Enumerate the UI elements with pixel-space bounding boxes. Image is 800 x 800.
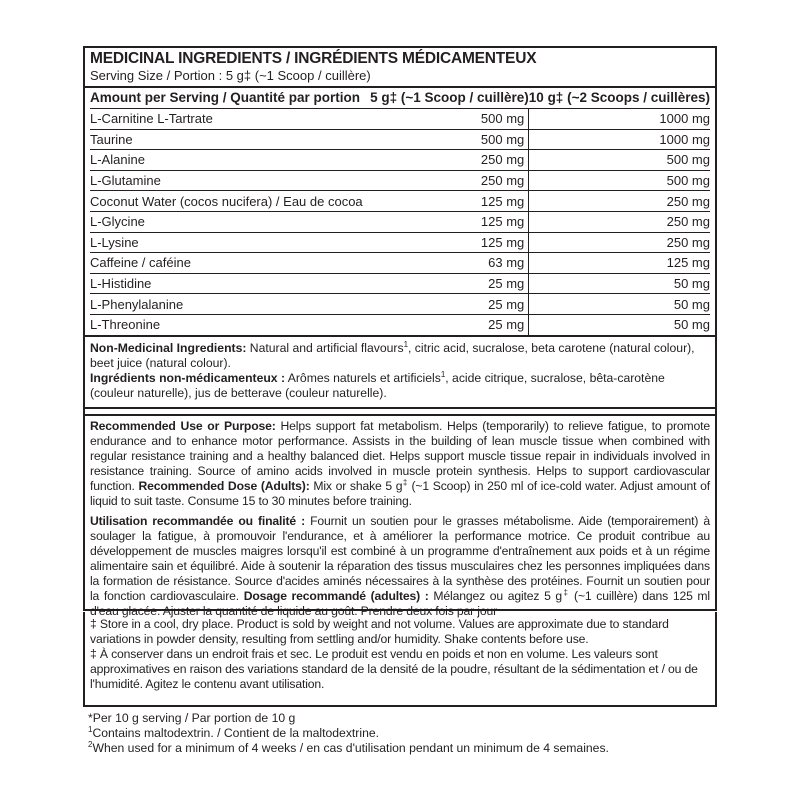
amount-5g: 125 mg [370,191,529,212]
non-medicinal-ingredients [85,335,715,401]
amount-10g: 250 mg [529,191,710,212]
amount-5g: 250 mg [370,150,529,171]
ingredient-name: L-Phenylalanine [90,294,370,315]
footnote-ref-1-fr: 1 [440,369,446,379]
amount-5g: 500 mg [370,109,529,130]
footnote-marker-1: 1 [88,724,93,734]
amount-10g: 50 mg [529,294,710,315]
non-medicinal-text-en-a: Natural and artificial flavours [246,340,404,355]
amount-10g: 1000 mg [529,129,710,150]
medicinal-ingredients-section [85,48,715,409]
amount-10g: 125 mg [529,253,710,274]
footnote-duration [88,741,713,756]
ingredient-name: L-Alanine [90,150,370,171]
footnote-ref-1: 1 [403,339,409,349]
dose-text-en-a: Mix or shake 5 g [309,479,403,493]
footnote-serving: *Per 10 g serving / Par portion de 10 g [88,711,296,725]
ingredients-table [90,88,710,335]
dose-sup-fr: ‡ [562,587,570,597]
amount-10g: 500 mg [529,150,710,171]
ingredient-name: L-Glutamine [90,170,370,191]
ingredient-row [90,232,710,253]
use-label-fr: Utilisation recommandée ou finalité : [90,514,306,528]
ingredient-name: Taurine [90,129,370,150]
dose-sup-en: ‡ [402,477,408,487]
amount-10g: 500 mg [529,170,710,191]
column-header-name: Amount per Serving / Quantité par portion [90,90,361,105]
ingredient-name: L-Carnitine L-Tartrate [90,109,370,130]
non-medicinal-label-fr: Ingrédients non-médicamenteux : [90,370,286,385]
amount-10g: 250 mg [529,232,710,253]
ingredient-row [90,129,710,150]
use-text-en: Helps support fat metabolism. Helps (temporarily) to relieve fatigue, to promote endurance and to enhance motor performance. Assists in the building of lean muscle tissue when combined with regular resistance training and a healthy balanced diet. Helps support muscle tissue repair in individuals involved in resistance training. Source of amino acids involved in muscle protein synthesis. Helps to support cardiovascular function. [90,419,710,493]
non-medicinal-label-en: Non-Medicinal Ingredients: [90,340,247,355]
ingredient-row [90,191,710,212]
recommended-use-fr [90,514,710,619]
amount-10g: 50 mg [529,273,710,294]
amount-5g: 125 mg [370,232,529,253]
ingredient-row [90,170,710,191]
use-text-fr: Fournit un soutien pour le grasses métabolisme. Aide (temporairement) à soulager la fatigue, à promouvoir l'endurance, et à améliorer la performance motrice. Ce produit contribue au développement de muscles maigres lorsqu'il est combiné à un programme d'entraînement aux poids et à un régime alimentaire sain et équilibré. Aide à soutenir la réparation des tissus musculaires chez les personnes impliquées dans la formation de résistance. Source d'acides aminés nécessaires à la synthèse des protéines. Fournit un soutien pour la fonction cardiovasculaire. [90,514,710,603]
amount-5g: 63 mg [370,253,529,274]
dose-label-fr: Dosage recommandé (adultes) : [243,589,429,603]
amount-5g: 125 mg [370,211,529,232]
amount-5g: 25 mg [370,294,529,315]
dose-text-fr-a: Mélangez ou agitez 5 g [428,589,563,603]
use-label-en: Recommended Use or Purpose: [90,419,276,433]
supplement-facts-panel [83,46,717,618]
storage-text-fr: ‡ À conserver dans un endroit frais et sec. Le produit est vendu en poids et non en volume. Les valeurs sont approximatives en raison des variations standard de la densité de la poudre, résultant de la sédimentation et / ou de l'humidité. Agitez le contenu avant utilisation. [90,647,698,691]
non-medicinal-text-fr-b: , acide citrique, sucralose, bêta-carotène (couleur naturelle), jus de betterave (couleur naturelle). [90,370,665,400]
footnotes [88,711,713,756]
ingredient-row [90,314,710,334]
ingredient-name: L-Histidine [90,273,370,294]
medicinal-title: MEDICINAL INGREDIENTS / INGRÉDIENTS MÉDICAMENTEUX [90,50,537,67]
amount-10g: 50 mg [529,314,710,334]
column-header-5g: 5 g‡ (~1 Scoop / cuillère) [370,90,529,105]
recommended-use-section [85,414,715,618]
footnote-maltodextrin-text: Contains maltodextrin. / Contient de la maltodextrine. [92,726,380,740]
recommended-use-en [90,419,710,509]
amount-10g: 1000 mg [529,109,710,130]
ingredient-row [90,211,710,232]
ingredient-row [90,253,710,274]
non-medicinal-text-en-b: , citric acid, sucralose, beta carotene (natural colour), beet juice (natural colour). [90,340,695,370]
footnote-marker-2: 2 [88,739,93,749]
amount-5g: 25 mg [370,273,529,294]
amount-5g: 25 mg [370,314,529,334]
ingredient-name: L-Glycine [90,211,370,232]
column-header-10g: 10 g‡ (~2 Scoops / cuillères) [528,90,710,105]
dose-label-en: Recommended Dose (Adults): [138,479,310,493]
ingredient-row [90,150,710,171]
non-medicinal-text-fr-a: Arômes naturels et artificiels [285,370,441,385]
ingredient-row [90,294,710,315]
ingredient-name: L-Threonine [90,314,370,334]
serving-size: Serving Size / Portion : 5 g‡ (~1 Scoop / cuillère) [90,68,371,83]
storage-text-en: ‡ Store in a cool, dry place. Product is sold by weight and not volume. Values are approximate due to standard variations in powder density, resulting from settling and/or humidity. Shake contents before use. [90,617,669,646]
amount-5g: 250 mg [370,170,529,191]
storage-section [83,612,717,707]
ingredient-row [90,109,710,130]
footnote-maltodextrin [88,726,713,741]
ingredient-row [90,273,710,294]
ingredient-name: L-Lysine [90,232,370,253]
dose-text-fr-b: (~1 cuillère) dans 125 ml d'eau glacée. Ajuster la quantité de liquide au goût. Prendre deux fois par jour [90,589,710,618]
amount-5g: 500 mg [370,129,529,150]
dose-text-en-b: (~1 Scoop) in 250 ml of ice-cold water. Adjust amount of liquid to suit taste. Consume 15 to 30 minutes before training. [90,479,710,508]
ingredient-name: Coconut Water (cocos nucifera) / Eau de cocoa [90,191,370,212]
ingredient-name: Caffeine / caféine [90,253,370,274]
amount-10g: 250 mg [529,211,710,232]
footnote-duration-text: When used for a minimum of 4 weeks / en cas d'utilisation pendant un minimum de 4 semaines. [92,741,609,755]
